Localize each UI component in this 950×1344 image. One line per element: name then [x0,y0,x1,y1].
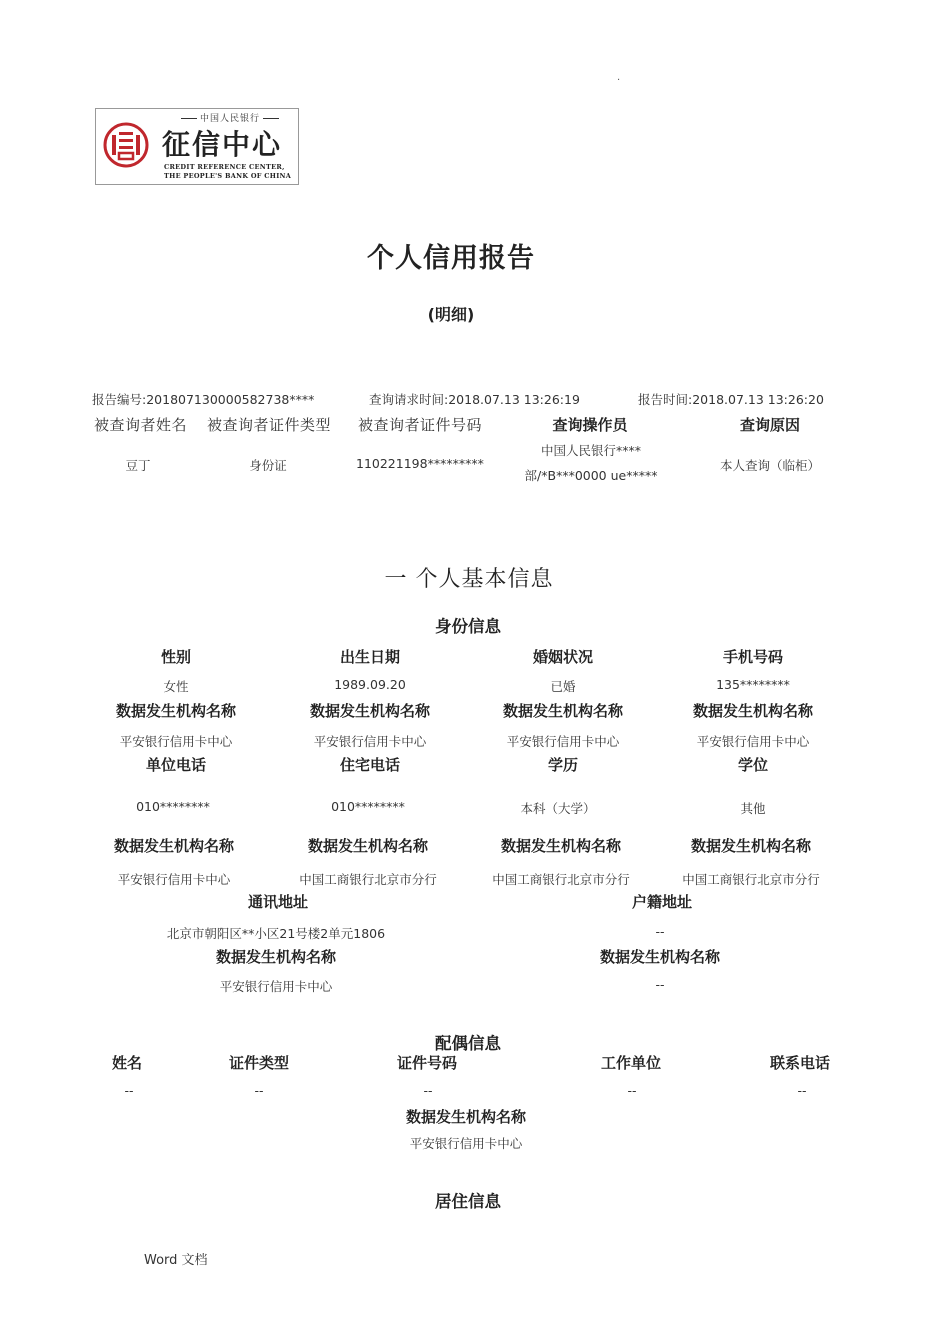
home-phone-value: 010******** [331,799,405,814]
gender-header: 性别 [160,648,191,666]
report-number: 报告编号:201807130000582738**** [92,392,315,407]
section-personal-basic-info: 一 个人基本信息 [384,567,554,592]
org-header: 数据发生机构名称 [502,702,623,720]
org-header: 数据发生机构名称 [115,702,236,720]
spouse-id-type-value: -- [254,1083,264,1098]
work-phone-value: 010******** [136,799,210,814]
queried-name-value: 豆丁 [125,458,151,473]
spouse-id-type-header: 证件类型 [228,1054,289,1072]
org-value: 平安银行信用卡中心 [119,734,233,749]
org-header: 数据发生机构名称 [113,837,234,855]
mailing-address-header: 通讯地址 [247,893,308,911]
spouse-info-title: 配偶信息 [435,1034,501,1053]
spouse-phone-value: -- [797,1083,807,1098]
home-phone-header: 住宅电话 [339,756,400,774]
report-time: 报告时间:2018.07.13 13:26:20 [638,392,824,407]
spouse-id-no-header: 证件号码 [396,1054,457,1072]
org-header: 数据发生机构名称 [690,837,811,855]
logo-cn-text: 征信中心 [162,128,283,161]
query-reason-header: 查询原因 [739,416,800,434]
queried-id-no-value: 110221198********* [356,456,484,471]
marital-status-value: 已婚 [550,679,576,694]
org-value: 中国工商银行北京市分行 [682,872,820,887]
operator-value: 中国人民银行**** 部/*B***0000 ue***** [524,443,658,483]
spouse-phone-header: 联系电话 [769,1054,830,1072]
queried-id-type-header: 被查询者证件类型 [207,416,332,434]
education-header: 学历 [547,756,578,774]
org-value: 平安银行信用卡中心 [313,734,427,749]
query-request-time: 查询请求时间:2018.07.13 13:26:19 [369,392,580,407]
spouse-name-value: -- [124,1083,134,1098]
identity-info-title: 身份信息 [435,617,501,636]
org-value: 平安银行信用卡中心 [696,734,810,749]
org-header: 数据发生机构名称 [309,702,430,720]
org-header: 数据发生机构名称 [215,948,336,966]
org-value: 平安银行信用卡中心 [117,872,231,887]
org-value: 平安银行信用卡中心 [409,1136,523,1151]
gender-value: 女性 [163,679,189,694]
page-footer: Word 文档 [144,1253,208,1268]
org-value: 平安银行信用卡中心 [219,979,333,994]
queried-id-no-header: 被查询者证件号码 [358,416,483,434]
birth-date-value: 1989.09.20 [334,677,406,692]
birth-date-header: 出生日期 [339,648,400,666]
org-header: 数据发生机构名称 [692,702,813,720]
spouse-name-header: 姓名 [111,1054,142,1072]
org-header: 数据发生机构名称 [405,1108,526,1126]
education-value: 本科（大学） [520,801,596,816]
org-header: 数据发生机构名称 [599,948,720,966]
credit-seal-icon [102,121,150,169]
mailing-address-value: 北京市朝阳区**小区21号楼2单元1806 [166,926,386,941]
spouse-employer-value: -- [627,1083,637,1098]
marital-status-header: 婚姻状况 [532,648,593,666]
degree-value: 其他 [740,801,766,816]
mobile-header: 手机号码 [722,648,783,666]
mobile-value: 135******** [716,677,790,692]
report-title: 个人信用报告 [367,243,535,274]
org-value: 平安银行信用卡中心 [506,734,620,749]
query-reason-value: 本人查询（临柜） [719,458,820,473]
hukou-address-header: 户籍地址 [631,893,692,911]
org-value: 中国工商银行北京市分行 [299,872,437,887]
work-phone-header: 单位电话 [145,756,206,774]
hukou-address-value: -- [655,924,665,939]
credit-center-logo [95,108,299,185]
operator-header: 查询操作员 [552,416,628,434]
org-value: 中国工商银行北京市分行 [492,872,630,887]
report-subtitle: (明细) [427,305,475,324]
degree-header: 学位 [737,756,768,774]
spouse-employer-header: 工作单位 [600,1054,661,1072]
org-header: 数据发生机构名称 [500,837,621,855]
logo-top-text: 中国人民银行 [166,111,294,124]
queried-name-header: 被查询者姓名 [94,416,188,434]
org-value: -- [655,977,665,992]
header-mark: . [617,72,621,83]
org-header: 数据发生机构名称 [307,837,428,855]
logo-en-text: CREDIT REFERENCE CENTER, THE PEOPLE'S BANK OF CHINA [164,163,292,180]
spouse-id-no-value: -- [423,1083,433,1098]
residence-info-title: 居住信息 [435,1192,501,1211]
queried-id-type-value: 身份证 [249,458,287,473]
